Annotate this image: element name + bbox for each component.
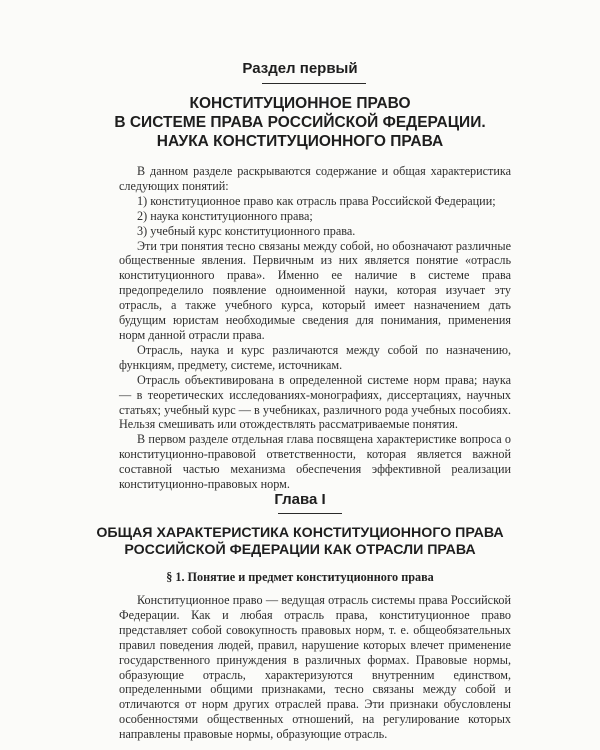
- chapter-paragraph: Конституционное право — ведущая отрасль системы права Российской Федерации. Как и любая отрасль права, конституционное право представляет собой совокупность правовых норм, т. е. общеобязательных правил поведения людей, правил, нарушение которых влечет применение государственного принуждения в различных формах. Правовые нормы, образующие отрасль, характеризуются внутренним единством, определенными общими признаками, тесно связаны между собой и отличаются от норм других отраслей права. Эти признаки обусловлены особенностями общественных отношений, на регулирование которых направлены правовые нормы, образующие отрасль.: [119, 593, 511, 742]
- section-title-line: В СИСТЕМЕ ПРАВА РОССИЙСКОЙ ФЕДЕРАЦИИ.: [114, 114, 486, 131]
- intro-list-item: 3) учебный курс конституционного права.: [137, 223, 356, 238]
- chapter-title: [0, 525, 600, 559]
- intro-paragraph: В данном разделе раскрываются содержание и общая характеристика следующих понятий:: [119, 164, 511, 193]
- intro-paragraph: Эти три понятия тесно связаны между собой, но обозначают различные общественные явления. Первичным из них является понятие «отрасль конституционного права». Именно ее наличие в системе права предопределило появление одноименной науки, которая изучает эту отрасль, а также учебного курса, который имеет назначением дать будущим юристам необходимые сведения для понимания, применения норм данной отрасли права.: [119, 238, 511, 342]
- intro-paragraph: Отрасль, наука и курс различаются между собой по назначению, функциям, предмету, системе, источникам.: [119, 342, 511, 372]
- chapter-underline: [278, 513, 342, 514]
- chapter-text: [119, 593, 511, 742]
- section-label: Раздел первый: [242, 60, 358, 77]
- section-title-line: НАУКА КОНСТИТУЦИОННОГО ПРАВА: [156, 133, 444, 150]
- section-title: [0, 94, 600, 151]
- section-underline: [262, 83, 366, 84]
- paragraph-heading: § 1. Понятие и предмет конституционного права: [166, 570, 434, 584]
- chapter-title-line: РОССИЙСКОЙ ФЕДЕРАЦИИ КАК ОТРАСЛИ ПРАВА: [124, 542, 476, 558]
- intro-list-item: 1) конституционное право как отрасль права Российской Федерации;: [137, 193, 496, 208]
- chapter-label: Глава I: [274, 491, 326, 508]
- intro-paragraph: В первом разделе отдельная глава посвящена характеристике вопроса о конституционно-правовой ответственности, которая является важной составной частью механизма обеспечения эффективной реализации конституционно-правовых норм.: [119, 432, 511, 492]
- chapter-title-line: ОБЩАЯ ХАРАКТЕРИСТИКА КОНСТИТУЦИОННОГО ПРАВА: [96, 525, 504, 541]
- section-title-line: КОНСТИТУЦИОННОЕ ПРАВО: [189, 95, 411, 112]
- intro-text: [119, 164, 511, 492]
- intro-paragraph: Отрасль объективирована в определенной системе норм права; наука — в теоретических исследованиях-монографиях, диссертациях, научных статьях; учебный курс — в учебниках, различного рода учебных пособиях. Нельзя смешивать или отождествлять рассматриваемые понятия.: [119, 372, 511, 432]
- intro-list-item: 2) наука конституционного права;: [137, 208, 313, 223]
